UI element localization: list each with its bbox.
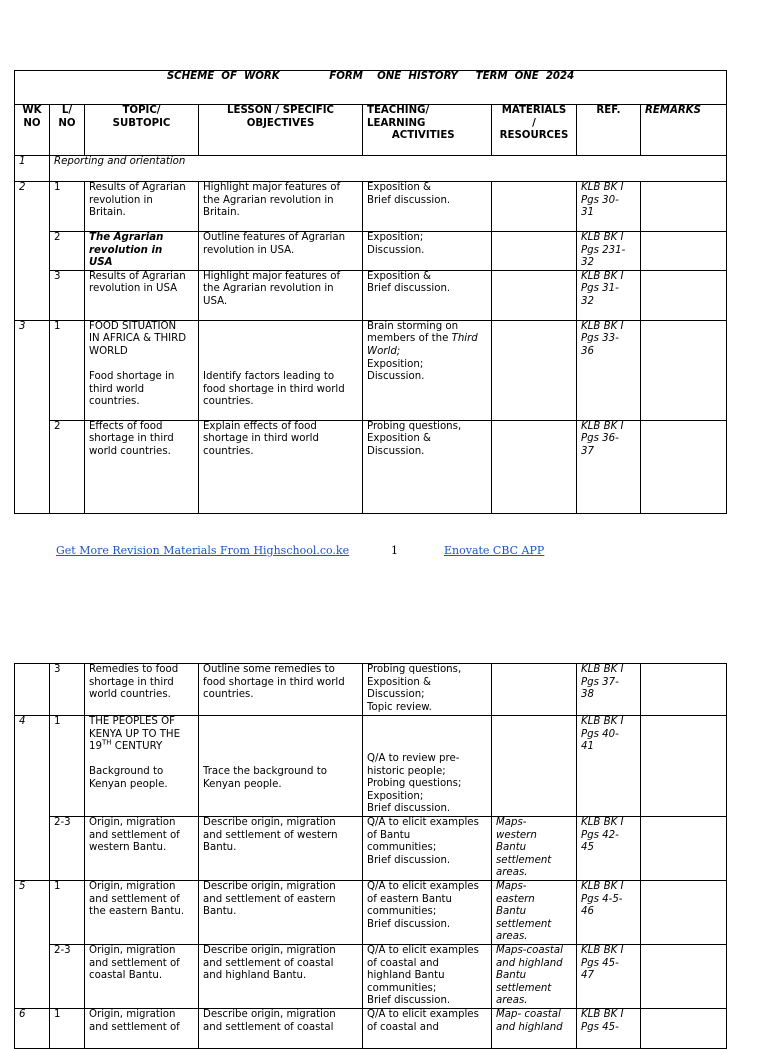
- header-topic: TOPIC/ SUBTOPIC: [85, 105, 199, 156]
- remarks-cell: [641, 232, 727, 271]
- materials-cell: [492, 232, 577, 271]
- table-row: [15, 156, 727, 182]
- topic-cell: Results of Agrarian revolution in USA: [85, 270, 199, 320]
- objectives-cell: Highlight major features of the Agrarian revolution in Britain.: [199, 182, 363, 232]
- materials-cell: Map- coastal and highland: [492, 1008, 577, 1048]
- table-row: [15, 664, 727, 716]
- document-title: SCHEME OF WORK FORM ONE HISTORY TERM ONE 2024: [15, 71, 727, 105]
- reference-cell: KLB BK I Pgs 231- 32: [577, 232, 641, 271]
- materials-cell: [492, 320, 577, 420]
- objectives-cell: Describe origin, migration and settlement of western Bantu.: [199, 817, 363, 881]
- materials-cell: [492, 664, 577, 716]
- reference-cell: KLB BK I Pgs 45-: [577, 1008, 641, 1048]
- remarks-cell: [641, 716, 727, 817]
- lesson-number: 2-3: [50, 817, 85, 881]
- header-teaching-activities: TEACHING/ LEARNING ACTIVITIES: [363, 105, 492, 156]
- table-row: [15, 817, 727, 881]
- lesson-number: 3: [50, 270, 85, 320]
- objectives-cell: Outline features of Agrarian revolution in USA.: [199, 232, 363, 271]
- reference-cell: KLB BK I Pgs 30- 31: [577, 182, 641, 232]
- objectives-cell: Describe origin, migration and settlement of eastern Bantu.: [199, 880, 363, 944]
- reference-cell: KLB BK I Pgs 36- 37: [577, 420, 641, 513]
- week-number: 4: [15, 716, 50, 881]
- page-number: 1: [391, 544, 398, 557]
- lesson-number: 2: [50, 232, 85, 271]
- table-row: [15, 944, 727, 1008]
- objectives-cell: Explain effects of food shortage in third world countries.: [199, 420, 363, 513]
- reference-cell: KLB BK I Pgs 31- 32: [577, 270, 641, 320]
- remarks-cell: [641, 270, 727, 320]
- header-remarks: REMARKS: [641, 105, 727, 156]
- activities-cell: Q/A to elicit examples of coastal and: [363, 1008, 492, 1048]
- remarks-cell: [641, 664, 727, 716]
- orientation-text: Reporting and orientation: [50, 156, 727, 182]
- scheme-of-work-table-page-1: [14, 70, 727, 514]
- reference-cell: KLB BK I Pgs 42- 45: [577, 817, 641, 881]
- reference-cell: KLB BK I Pgs 33- 36: [577, 320, 641, 420]
- objectives-cell: Describe origin, migration and settlement of coastal and highland Bantu.: [199, 944, 363, 1008]
- header-lesson-no: L/ NO: [50, 105, 85, 156]
- lesson-number: 2: [50, 420, 85, 513]
- activities-cell: Q/A to elicit examples of coastal and highland Bantu communities; Brief discussion.: [363, 944, 492, 1008]
- lesson-number: 2-3: [50, 944, 85, 1008]
- week-number: [15, 664, 50, 716]
- topic-cell: Origin, migration and settlement of the eastern Bantu.: [85, 880, 199, 944]
- week-number: 5: [15, 880, 50, 1008]
- lesson-number: 1: [50, 880, 85, 944]
- activities-cell: Probing questions, Exposition & Discussion.: [363, 420, 492, 513]
- topic-cell: Origin, migration and settlement of: [85, 1008, 199, 1048]
- topic-cell: FOOD SITUATION IN AFRICA & THIRD WORLD Food shortage in third world countries.: [85, 320, 199, 420]
- topic-cell: Origin, migration and settlement of coastal Bantu.: [85, 944, 199, 1008]
- header-row: [15, 105, 727, 156]
- week-number: 2: [15, 182, 50, 321]
- topic-cell: Origin, migration and settlement of western Bantu.: [85, 817, 199, 881]
- objectives-cell: Identify factors leading to food shortage in third world countries.: [199, 320, 363, 420]
- remarks-cell: [641, 320, 727, 420]
- header-ref: REF.: [577, 105, 641, 156]
- week-number: 1: [15, 156, 50, 182]
- topic-cell: Remedies to food shortage in third world countries.: [85, 664, 199, 716]
- header-objectives: LESSON / SPECIFIC OBJECTIVES: [199, 105, 363, 156]
- scheme-of-work-table-page-2: [14, 663, 727, 1049]
- table-row: [15, 232, 727, 271]
- table-row: [15, 182, 727, 232]
- activities-cell: Q/A to review pre- historic people; Probing questions; Exposition; Brief discussion.: [363, 716, 492, 817]
- objectives-cell: Describe origin, migration and settlement of coastal: [199, 1008, 363, 1048]
- reference-cell: KLB BK I Pgs 4-5- 46: [577, 880, 641, 944]
- objectives-cell: Trace the background to Kenyan people.: [199, 716, 363, 817]
- remarks-cell: [641, 420, 727, 513]
- topic-cell: Results of Agrarian revolution in Britain.: [85, 182, 199, 232]
- remarks-cell: [641, 880, 727, 944]
- revision-materials-link[interactable]: Get More Revision Materials From Highschool.co.ke: [56, 544, 350, 557]
- materials-cell: [492, 716, 577, 817]
- reference-cell: KLB BK I Pgs 37- 38: [577, 664, 641, 716]
- table-row: [15, 420, 727, 513]
- page-footer: [0, 544, 768, 560]
- lesson-number: 1: [50, 716, 85, 817]
- reference-cell: KLB BK I Pgs 40- 41: [577, 716, 641, 817]
- topic-cell: Effects of food shortage in third world countries.: [85, 420, 199, 513]
- objectives-cell: Outline some remedies to food shortage in third world countries.: [199, 664, 363, 716]
- week-number: 3: [15, 320, 50, 513]
- reference-cell: KLB BK I Pgs 45- 47: [577, 944, 641, 1008]
- remarks-cell: [641, 944, 727, 1008]
- activities-cell: Q/A to elicit examples of eastern Bantu communities; Brief discussion.: [363, 880, 492, 944]
- materials-cell: [492, 270, 577, 320]
- title-row: [15, 71, 727, 105]
- table-row: [15, 1008, 727, 1048]
- lesson-number: 1: [50, 1008, 85, 1048]
- materials-cell: [492, 182, 577, 232]
- activities-cell: Exposition & Brief discussion.: [363, 270, 492, 320]
- remarks-cell: [641, 1008, 727, 1048]
- activities-cell: Exposition; Discussion.: [363, 232, 492, 271]
- table-row: [15, 270, 727, 320]
- objectives-cell: Highlight major features of the Agrarian revolution in USA.: [199, 270, 363, 320]
- remarks-cell: [641, 817, 727, 881]
- topic-cell: THE PEOPLES OF KENYA UP TO THE 19TH CENTURY Background to Kenyan people.: [85, 716, 199, 817]
- header-materials: MATERIALS / RESOURCES: [492, 105, 577, 156]
- remarks-cell: [641, 182, 727, 232]
- materials-cell: Maps- western Bantu settlement areas.: [492, 817, 577, 881]
- lesson-number: 3: [50, 664, 85, 716]
- materials-cell: Maps- eastern Bantu settlement areas.: [492, 880, 577, 944]
- activities-cell: Exposition & Brief discussion.: [363, 182, 492, 232]
- header-week-no: WK NO: [15, 105, 50, 156]
- activities-cell: Brain storming on members of the Third World; Exposition; Discussion.: [363, 320, 492, 420]
- materials-cell: Maps-coastal and highland Bantu settlement areas.: [492, 944, 577, 1008]
- week-number: 6: [15, 1008, 50, 1048]
- table-row: [15, 716, 727, 817]
- materials-cell: [492, 420, 577, 513]
- lesson-number: 1: [50, 320, 85, 420]
- activities-cell: Q/A to elicit examples of Bantu communities; Brief discussion.: [363, 817, 492, 881]
- enovate-app-link[interactable]: Enovate CBC APP: [444, 544, 545, 557]
- topic-cell: The Agrarian revolution in USA: [85, 232, 199, 271]
- table-row: [15, 880, 727, 944]
- table-row: [15, 320, 727, 420]
- lesson-number: 1: [50, 182, 85, 232]
- activities-cell: Probing questions, Exposition & Discussion; Topic review.: [363, 664, 492, 716]
